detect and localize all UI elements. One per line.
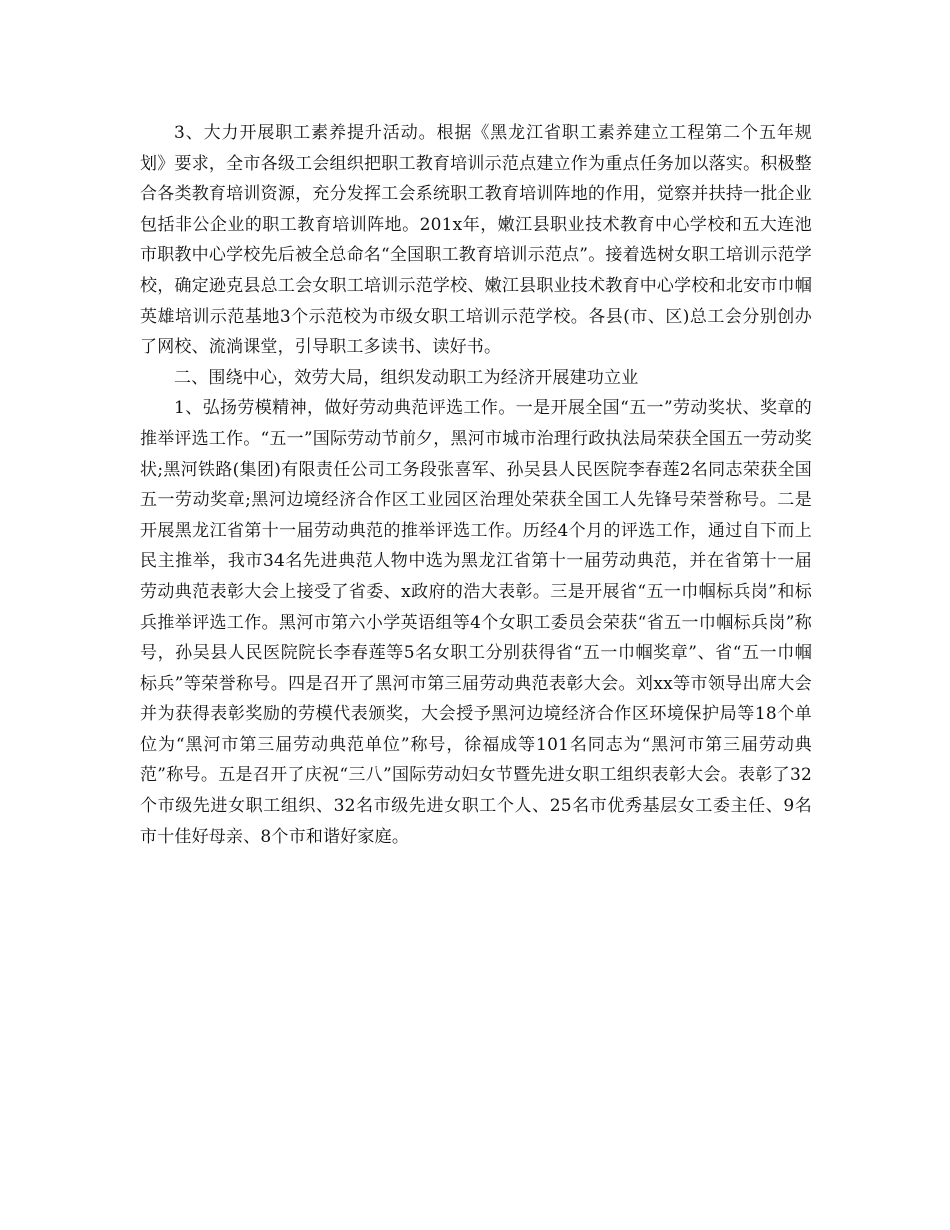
paragraph-training-activities: 3、大力开展职工素养提升活动。根据《黑龙江省职工素养建立工程第二个五年规划》要求，全市各级工会组织把职工教育培训示范点建立作为重点任务加以落实。积极整合各类教育培训资源，充分发挥工会系统职工教育培训阵地的作用，觉察并扶持一批企业包括非公企业的职工教育培训阵地。201x年，嫩江县职业技术教育中心学校和五大连池市职教中心学校先后被全总命名“全国职工教育培训示范点”。接着选树女职工培训示范学校，确定逊克县总工会女职工培训示范学校、嫩江县职业技术教育中心学校和北安市巾帼英雄培训示范基地3个示范校为市级女职工培训示范学校。各县(市、区)总工会分别创办了网校、流淌课堂，引导职工多读书、读好书。 [140, 123, 812, 358]
document-body [140, 118, 812, 852]
paragraph-labor-model-selection: 1、弘扬劳模精神，做好劳动典范评选工作。一是开展全国“五一”劳动奖状、奖章的推举评选工作。“五一”国际劳动节前夕，黑河市城市治理行政执法局荣获全国五一劳动奖状;黑河铁路(集团)有限责任公司工务段张喜军、孙吴县人民医院李春莲2名同志荣获全国五一劳动奖章;黑河边境经济合作区工业园区治理处荣获全国工人先锋号荣誉称号。二是开展黑龙江省第十一届劳动典范的推举评选工作。历经4个月的评选工作，通过自下而上民主推举，我市34名先进典范人物中选为黑龙江省第十一届劳动典范，并在省第十一届劳动典范表彰大会上接受了省委、x政府的浩大表彰。三是开展省“五一巾帼标兵岗”和标兵推举评选工作。黑河市第六小学英语组等4个女职工委员会荣获“省五一巾帼标兵岗”称号，孙吴县人民医院院长李春莲等5名女职工分别获得省“五一巾帼奖章”、省“五一巾帼标兵”等荣誉称号。四是召开了黑河市第三届劳动典范表彰大会。刘xx等市领导出席大会并为获得表彰奖励的劳模代表颁奖，大会授予黑河边境经济合作区环境保护局等18个单位为“黑河市第三届劳动典范单位”称号，徐福成等101名同志为“黑河市第三届劳动典范”称号。五是召开了庆祝“三八”国际劳动妇女节暨先进女职工组织表彰大会。表彰了32个市级先进女职工组织、32名市级先进女职工个人、25名市优秀基层女工委主任、9名市十佳好母亲、8个市和谐好家庭。 [140, 398, 812, 847]
section-heading-economic-development: 二、围绕中心，效劳大局，组织发动职工为经济开展建功立业 [174, 367, 639, 388]
